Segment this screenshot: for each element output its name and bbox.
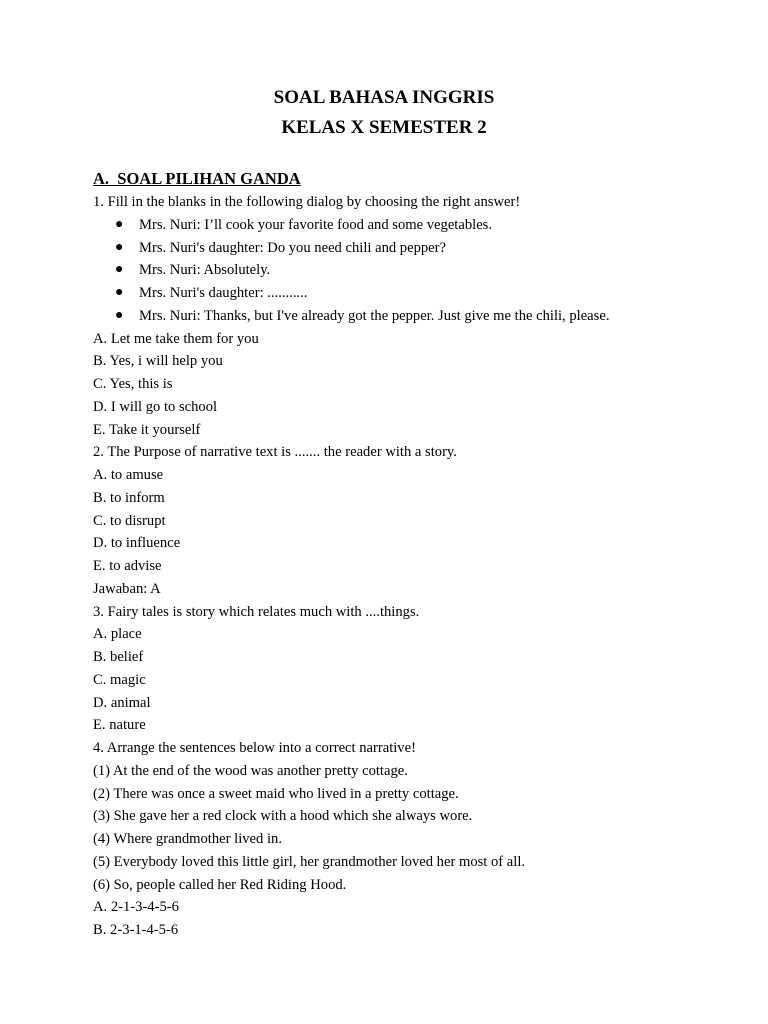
- answer-key: Jawaban: A: [93, 580, 161, 597]
- narrative-sentence: (4) Where grandmother lived in.: [93, 831, 282, 847]
- document-subtitle: KELAS X SEMESTER 2: [281, 117, 487, 138]
- bullet-icon: ●: [115, 285, 124, 300]
- answer-option: C. Yes, this is: [93, 376, 173, 392]
- dialog-line: [93, 305, 693, 328]
- narrative-sentence: (6) So, people called her Red Riding Hood.: [93, 876, 347, 893]
- answer-option: A. Let me take them for you: [93, 330, 259, 347]
- document-title: SOAL BAHASA INGGRIS: [273, 87, 495, 108]
- narrative-sentence: (2) There was once a sweet maid who lived in a pretty cottage.: [93, 785, 459, 802]
- dialog-line: [93, 214, 693, 237]
- answer-option: E. Take it yourself: [93, 421, 201, 438]
- answer-option: C. to disrupt: [93, 512, 166, 529]
- answer-option: B. Yes, i will help you: [93, 353, 223, 370]
- answer-option: E. to advise: [93, 558, 162, 574]
- narrative-sentence: (3) She gave her a red clock with a hood which she always wore.: [93, 808, 473, 825]
- question-4-prompt: 4. Arrange the sentences below into a correct narrative!: [93, 740, 416, 756]
- narrative-sentence: (1) At the end of the wood was another pretty cottage.: [93, 762, 408, 779]
- answer-option: D. I will go to school: [93, 398, 218, 415]
- narrative-sentence: (5) Everybody loved this little girl, her grandmother loved her most of all.: [93, 853, 526, 870]
- dialog-text: Mrs. Nuri: Thanks, but I've already got the pepper. Just give me the chili, please.: [139, 307, 610, 324]
- question-1-prompt: 1. Fill in the blanks in the following dialog by choosing the right answer!: [93, 194, 521, 210]
- dialog-text: Mrs. Nuri's daughter: Do you need chili and pepper?: [139, 239, 446, 256]
- bullet-icon: ●: [115, 307, 124, 323]
- bullet-icon: ●: [115, 239, 124, 255]
- bullet-icon: ●: [115, 262, 124, 278]
- answer-option: A. place: [93, 626, 142, 643]
- dialog-line: [93, 282, 693, 305]
- question-2-prompt: 2. The Purpose of narrative text is ....... the reader with a story.: [93, 444, 457, 461]
- bullet-icon: ●: [115, 216, 124, 232]
- question-3-prompt: 3. Fairy tales is story which relates much with ....things.: [93, 603, 420, 620]
- answer-option: B. 2-3-1-4-5-6: [93, 922, 179, 938]
- question-list: [93, 191, 693, 942]
- dialog-text: Mrs. Nuri: I’ll cook your favorite food and some vegetables.: [139, 216, 492, 233]
- dialog-text: Mrs. Nuri: Absolutely.: [139, 262, 271, 279]
- answer-option: B. belief: [93, 649, 144, 665]
- dialog-line: [93, 259, 693, 282]
- answer-option: C. magic: [93, 671, 146, 688]
- answer-option: A. to amuse: [93, 467, 164, 483]
- answer-option: E. nature: [93, 717, 146, 734]
- dialog-line: [93, 237, 693, 260]
- section-heading: A. SOAL PILIHAN GANDA: [93, 169, 301, 188]
- dialog-text: Mrs. Nuri's daughter: ...........: [139, 285, 308, 301]
- answer-option: A. 2-1-3-4-5-6: [93, 899, 179, 916]
- answer-option: D. to influence: [93, 535, 181, 552]
- answer-option: B. to inform: [93, 489, 165, 506]
- answer-option: D. animal: [93, 694, 151, 711]
